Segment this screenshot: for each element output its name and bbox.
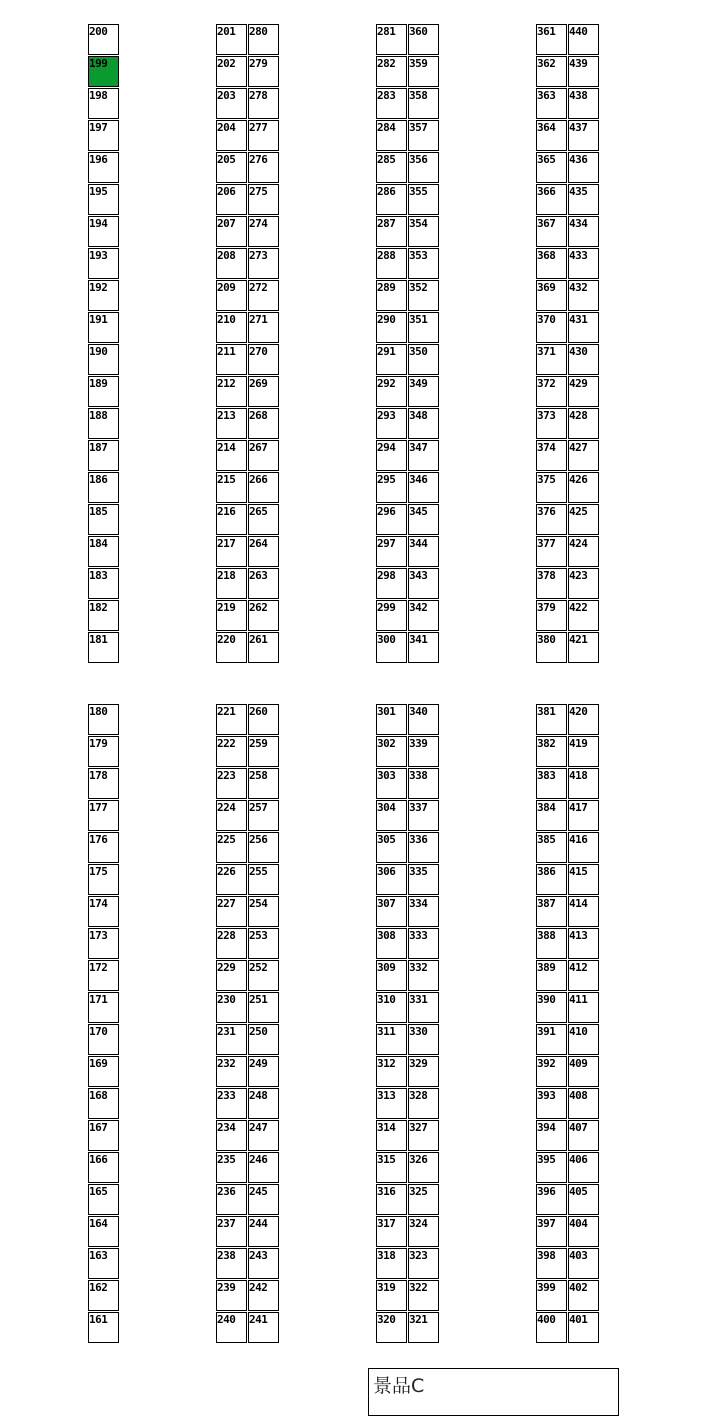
seat-236[interactable]: 236 bbox=[216, 1184, 247, 1215]
seat-274[interactable]: 274 bbox=[248, 216, 279, 247]
seat-231[interactable]: 231 bbox=[216, 1024, 247, 1055]
seat-413[interactable]: 413 bbox=[568, 928, 599, 959]
seat-434[interactable]: 434 bbox=[568, 216, 599, 247]
seat-292[interactable]: 292 bbox=[376, 376, 407, 407]
seat-399[interactable]: 399 bbox=[536, 1280, 567, 1311]
seat-226[interactable]: 226 bbox=[216, 864, 247, 895]
seat-438[interactable]: 438 bbox=[568, 88, 599, 119]
seat-253[interactable]: 253 bbox=[248, 928, 279, 959]
seat-338[interactable]: 338 bbox=[408, 768, 439, 799]
seat-224[interactable]: 224 bbox=[216, 800, 247, 831]
seat-397[interactable]: 397 bbox=[536, 1216, 567, 1247]
seat-209[interactable]: 209 bbox=[216, 280, 247, 311]
seat-230[interactable]: 230 bbox=[216, 992, 247, 1023]
seat-383[interactable]: 383 bbox=[536, 768, 567, 799]
seat-288[interactable]: 288 bbox=[376, 248, 407, 279]
seat-374[interactable]: 374 bbox=[536, 440, 567, 471]
seat-309[interactable]: 309 bbox=[376, 960, 407, 991]
seat-312[interactable]: 312 bbox=[376, 1056, 407, 1087]
seat-364[interactable]: 364 bbox=[536, 120, 567, 151]
seat-192[interactable]: 192 bbox=[88, 280, 119, 311]
seat-310[interactable]: 310 bbox=[376, 992, 407, 1023]
seat-352[interactable]: 352 bbox=[408, 280, 439, 311]
seat-299[interactable]: 299 bbox=[376, 600, 407, 631]
seat-277[interactable]: 277 bbox=[248, 120, 279, 151]
seat-282[interactable]: 282 bbox=[376, 56, 407, 87]
seat-293[interactable]: 293 bbox=[376, 408, 407, 439]
seat-207[interactable]: 207 bbox=[216, 216, 247, 247]
seat-221[interactable]: 221 bbox=[216, 704, 247, 735]
seat-321[interactable]: 321 bbox=[408, 1312, 439, 1343]
seat-272[interactable]: 272 bbox=[248, 280, 279, 311]
prize-box bbox=[368, 1368, 619, 1416]
seat-320[interactable]: 320 bbox=[376, 1312, 407, 1343]
seat-161[interactable]: 161 bbox=[88, 1312, 119, 1343]
seat-201[interactable]: 201 bbox=[216, 24, 247, 55]
seat-228[interactable]: 228 bbox=[216, 928, 247, 959]
seat-174[interactable]: 174 bbox=[88, 896, 119, 927]
seat-361[interactable]: 361 bbox=[536, 24, 567, 55]
seat-412[interactable]: 412 bbox=[568, 960, 599, 991]
seat-385[interactable]: 385 bbox=[536, 832, 567, 863]
seat-408[interactable]: 408 bbox=[568, 1088, 599, 1119]
seat-213[interactable]: 213 bbox=[216, 408, 247, 439]
seat-384[interactable]: 384 bbox=[536, 800, 567, 831]
seat-246[interactable]: 246 bbox=[248, 1152, 279, 1183]
seat-370[interactable]: 370 bbox=[536, 312, 567, 343]
seat-295[interactable]: 295 bbox=[376, 472, 407, 503]
seat-409[interactable]: 409 bbox=[568, 1056, 599, 1087]
seat-396[interactable]: 396 bbox=[536, 1184, 567, 1215]
seat-297[interactable]: 297 bbox=[376, 536, 407, 567]
seat-194[interactable]: 194 bbox=[88, 216, 119, 247]
seat-165[interactable]: 165 bbox=[88, 1184, 119, 1215]
seat-269[interactable]: 269 bbox=[248, 376, 279, 407]
seat-294[interactable]: 294 bbox=[376, 440, 407, 471]
seat-285[interactable]: 285 bbox=[376, 152, 407, 183]
seat-365[interactable]: 365 bbox=[536, 152, 567, 183]
seat-242[interactable]: 242 bbox=[248, 1280, 279, 1311]
seat-240[interactable]: 240 bbox=[216, 1312, 247, 1343]
seat-204[interactable]: 204 bbox=[216, 120, 247, 151]
seat-175[interactable]: 175 bbox=[88, 864, 119, 895]
seat-191[interactable]: 191 bbox=[88, 312, 119, 343]
seat-270[interactable]: 270 bbox=[248, 344, 279, 375]
seat-296[interactable]: 296 bbox=[376, 504, 407, 535]
seat-358[interactable]: 358 bbox=[408, 88, 439, 119]
seat-433[interactable]: 433 bbox=[568, 248, 599, 279]
seat-372[interactable]: 372 bbox=[536, 376, 567, 407]
seat-166[interactable]: 166 bbox=[88, 1152, 119, 1183]
seat-179[interactable]: 179 bbox=[88, 736, 119, 767]
seat-303[interactable]: 303 bbox=[376, 768, 407, 799]
seat-275[interactable]: 275 bbox=[248, 184, 279, 215]
seat-375[interactable]: 375 bbox=[536, 472, 567, 503]
seat-202[interactable]: 202 bbox=[216, 56, 247, 87]
seat-379[interactable]: 379 bbox=[536, 600, 567, 631]
seat-425[interactable]: 425 bbox=[568, 504, 599, 535]
seat-359[interactable]: 359 bbox=[408, 56, 439, 87]
seat-423[interactable]: 423 bbox=[568, 568, 599, 599]
seat-353[interactable]: 353 bbox=[408, 248, 439, 279]
seat-248[interactable]: 248 bbox=[248, 1088, 279, 1119]
seat-314[interactable]: 314 bbox=[376, 1120, 407, 1151]
seat-200[interactable]: 200 bbox=[88, 24, 119, 55]
seat-439[interactable]: 439 bbox=[568, 56, 599, 87]
seat-250[interactable]: 250 bbox=[248, 1024, 279, 1055]
seat-193[interactable]: 193 bbox=[88, 248, 119, 279]
seat-394[interactable]: 394 bbox=[536, 1120, 567, 1151]
seat-258[interactable]: 258 bbox=[248, 768, 279, 799]
seat-391[interactable]: 391 bbox=[536, 1024, 567, 1055]
seat-195[interactable]: 195 bbox=[88, 184, 119, 215]
seat-432[interactable]: 432 bbox=[568, 280, 599, 311]
seat-406[interactable]: 406 bbox=[568, 1152, 599, 1183]
seat-167[interactable]: 167 bbox=[88, 1120, 119, 1151]
seat-380[interactable]: 380 bbox=[536, 632, 567, 663]
seat-351[interactable]: 351 bbox=[408, 312, 439, 343]
seat-185[interactable]: 185 bbox=[88, 504, 119, 535]
seat-401[interactable]: 401 bbox=[568, 1312, 599, 1343]
seat-349[interactable]: 349 bbox=[408, 376, 439, 407]
seat-181[interactable]: 181 bbox=[88, 632, 119, 663]
seat-249[interactable]: 249 bbox=[248, 1056, 279, 1087]
seat-366[interactable]: 366 bbox=[536, 184, 567, 215]
seat-252[interactable]: 252 bbox=[248, 960, 279, 991]
seat-389[interactable]: 389 bbox=[536, 960, 567, 991]
seat-205[interactable]: 205 bbox=[216, 152, 247, 183]
seat-203[interactable]: 203 bbox=[216, 88, 247, 119]
seat-199[interactable]: 199 bbox=[88, 56, 119, 87]
seat-302[interactable]: 302 bbox=[376, 736, 407, 767]
seat-410[interactable]: 410 bbox=[568, 1024, 599, 1055]
seat-278[interactable]: 278 bbox=[248, 88, 279, 119]
seat-329[interactable]: 329 bbox=[408, 1056, 439, 1087]
seat-308[interactable]: 308 bbox=[376, 928, 407, 959]
seat-189[interactable]: 189 bbox=[88, 376, 119, 407]
seat-426[interactable]: 426 bbox=[568, 472, 599, 503]
seat-403[interactable]: 403 bbox=[568, 1248, 599, 1279]
seat-208[interactable]: 208 bbox=[216, 248, 247, 279]
seat-206[interactable]: 206 bbox=[216, 184, 247, 215]
seat-331[interactable]: 331 bbox=[408, 992, 439, 1023]
seat-422[interactable]: 422 bbox=[568, 600, 599, 631]
seat-186[interactable]: 186 bbox=[88, 472, 119, 503]
seat-176[interactable]: 176 bbox=[88, 832, 119, 863]
seat-377[interactable]: 377 bbox=[536, 536, 567, 567]
seat-177[interactable]: 177 bbox=[88, 800, 119, 831]
seat-211[interactable]: 211 bbox=[216, 344, 247, 375]
seat-225[interactable]: 225 bbox=[216, 832, 247, 863]
seat-368[interactable]: 368 bbox=[536, 248, 567, 279]
seat-301[interactable]: 301 bbox=[376, 704, 407, 735]
seat-304[interactable]: 304 bbox=[376, 800, 407, 831]
seat-357[interactable]: 357 bbox=[408, 120, 439, 151]
seat-298[interactable]: 298 bbox=[376, 568, 407, 599]
seat-340[interactable]: 340 bbox=[408, 704, 439, 735]
seat-173[interactable]: 173 bbox=[88, 928, 119, 959]
seat-217[interactable]: 217 bbox=[216, 536, 247, 567]
seat-404[interactable]: 404 bbox=[568, 1216, 599, 1247]
seat-440[interactable]: 440 bbox=[568, 24, 599, 55]
seat-407[interactable]: 407 bbox=[568, 1120, 599, 1151]
prize-label: 景品C bbox=[373, 1375, 425, 1397]
seat-289[interactable]: 289 bbox=[376, 280, 407, 311]
seat-180[interactable]: 180 bbox=[88, 704, 119, 735]
seat-254[interactable]: 254 bbox=[248, 896, 279, 927]
seat-233[interactable]: 233 bbox=[216, 1088, 247, 1119]
seat-262[interactable]: 262 bbox=[248, 600, 279, 631]
seat-313[interactable]: 313 bbox=[376, 1088, 407, 1119]
seat-227[interactable]: 227 bbox=[216, 896, 247, 927]
seat-265[interactable]: 265 bbox=[248, 504, 279, 535]
seat-398[interactable]: 398 bbox=[536, 1248, 567, 1279]
seat-311[interactable]: 311 bbox=[376, 1024, 407, 1055]
seat-218[interactable]: 218 bbox=[216, 568, 247, 599]
seat-382[interactable]: 382 bbox=[536, 736, 567, 767]
seat-291[interactable]: 291 bbox=[376, 344, 407, 375]
seat-281[interactable]: 281 bbox=[376, 24, 407, 55]
seat-395[interactable]: 395 bbox=[536, 1152, 567, 1183]
seat-316[interactable]: 316 bbox=[376, 1184, 407, 1215]
seat-170[interactable]: 170 bbox=[88, 1024, 119, 1055]
seat-223[interactable]: 223 bbox=[216, 768, 247, 799]
seat-257[interactable]: 257 bbox=[248, 800, 279, 831]
seat-427[interactable]: 427 bbox=[568, 440, 599, 471]
seat-354[interactable]: 354 bbox=[408, 216, 439, 247]
seat-388[interactable]: 388 bbox=[536, 928, 567, 959]
seat-234[interactable]: 234 bbox=[216, 1120, 247, 1151]
seat-214[interactable]: 214 bbox=[216, 440, 247, 471]
seat-381[interactable]: 381 bbox=[536, 704, 567, 735]
seat-215[interactable]: 215 bbox=[216, 472, 247, 503]
seat-164[interactable]: 164 bbox=[88, 1216, 119, 1247]
seat-256[interactable]: 256 bbox=[248, 832, 279, 863]
seat-405[interactable]: 405 bbox=[568, 1184, 599, 1215]
seat-387[interactable]: 387 bbox=[536, 896, 567, 927]
seat-187[interactable]: 187 bbox=[88, 440, 119, 471]
seat-317[interactable]: 317 bbox=[376, 1216, 407, 1247]
seat-219[interactable]: 219 bbox=[216, 600, 247, 631]
seat-279[interactable]: 279 bbox=[248, 56, 279, 87]
seat-305[interactable]: 305 bbox=[376, 832, 407, 863]
seat-239[interactable]: 239 bbox=[216, 1280, 247, 1311]
seat-325[interactable]: 325 bbox=[408, 1184, 439, 1215]
seat-178[interactable]: 178 bbox=[88, 768, 119, 799]
seat-237[interactable]: 237 bbox=[216, 1216, 247, 1247]
seat-393[interactable]: 393 bbox=[536, 1088, 567, 1119]
seat-260[interactable]: 260 bbox=[248, 704, 279, 735]
seat-229[interactable]: 229 bbox=[216, 960, 247, 991]
seat-327[interactable]: 327 bbox=[408, 1120, 439, 1151]
seat-306[interactable]: 306 bbox=[376, 864, 407, 895]
seat-243[interactable]: 243 bbox=[248, 1248, 279, 1279]
seat-437[interactable]: 437 bbox=[568, 120, 599, 151]
seat-271[interactable]: 271 bbox=[248, 312, 279, 343]
seat-419[interactable]: 419 bbox=[568, 736, 599, 767]
seat-196[interactable]: 196 bbox=[88, 152, 119, 183]
seat-344[interactable]: 344 bbox=[408, 536, 439, 567]
seat-183[interactable]: 183 bbox=[88, 568, 119, 599]
seat-300[interactable]: 300 bbox=[376, 632, 407, 663]
seat-333[interactable]: 333 bbox=[408, 928, 439, 959]
seat-431[interactable]: 431 bbox=[568, 312, 599, 343]
seat-348[interactable]: 348 bbox=[408, 408, 439, 439]
seat-420[interactable]: 420 bbox=[568, 704, 599, 735]
seat-283[interactable]: 283 bbox=[376, 88, 407, 119]
seat-319[interactable]: 319 bbox=[376, 1280, 407, 1311]
seat-414[interactable]: 414 bbox=[568, 896, 599, 927]
seat-198[interactable]: 198 bbox=[88, 88, 119, 119]
seat-286[interactable]: 286 bbox=[376, 184, 407, 215]
seat-172[interactable]: 172 bbox=[88, 960, 119, 991]
seat-263[interactable]: 263 bbox=[248, 568, 279, 599]
seat-418[interactable]: 418 bbox=[568, 768, 599, 799]
seat-336[interactable]: 336 bbox=[408, 832, 439, 863]
seat-402[interactable]: 402 bbox=[568, 1280, 599, 1311]
seat-315[interactable]: 315 bbox=[376, 1152, 407, 1183]
seat-392[interactable]: 392 bbox=[536, 1056, 567, 1087]
seat-373[interactable]: 373 bbox=[536, 408, 567, 439]
seat-163[interactable]: 163 bbox=[88, 1248, 119, 1279]
seat-429[interactable]: 429 bbox=[568, 376, 599, 407]
seat-212[interactable]: 212 bbox=[216, 376, 247, 407]
seat-326[interactable]: 326 bbox=[408, 1152, 439, 1183]
seat-430[interactable]: 430 bbox=[568, 344, 599, 375]
seat-169[interactable]: 169 bbox=[88, 1056, 119, 1087]
seat-171[interactable]: 171 bbox=[88, 992, 119, 1023]
seat-182[interactable]: 182 bbox=[88, 600, 119, 631]
seat-197[interactable]: 197 bbox=[88, 120, 119, 151]
seat-168[interactable]: 168 bbox=[88, 1088, 119, 1119]
seat-261[interactable]: 261 bbox=[248, 632, 279, 663]
seat-346[interactable]: 346 bbox=[408, 472, 439, 503]
seat-255[interactable]: 255 bbox=[248, 864, 279, 895]
seat-376[interactable]: 376 bbox=[536, 504, 567, 535]
seat-330[interactable]: 330 bbox=[408, 1024, 439, 1055]
seat-188[interactable]: 188 bbox=[88, 408, 119, 439]
seat-324[interactable]: 324 bbox=[408, 1216, 439, 1247]
seat-367[interactable]: 367 bbox=[536, 216, 567, 247]
seat-356[interactable]: 356 bbox=[408, 152, 439, 183]
seat-318[interactable]: 318 bbox=[376, 1248, 407, 1279]
seat-251[interactable]: 251 bbox=[248, 992, 279, 1023]
seat-244[interactable]: 244 bbox=[248, 1216, 279, 1247]
seat-369[interactable]: 369 bbox=[536, 280, 567, 311]
seat-273[interactable]: 273 bbox=[248, 248, 279, 279]
seat-371[interactable]: 371 bbox=[536, 344, 567, 375]
seat-339[interactable]: 339 bbox=[408, 736, 439, 767]
seat-378[interactable]: 378 bbox=[536, 568, 567, 599]
seat-216[interactable]: 216 bbox=[216, 504, 247, 535]
seat-238[interactable]: 238 bbox=[216, 1248, 247, 1279]
seat-222[interactable]: 222 bbox=[216, 736, 247, 767]
seat-247[interactable]: 247 bbox=[248, 1120, 279, 1151]
seat-259[interactable]: 259 bbox=[248, 736, 279, 767]
seat-355[interactable]: 355 bbox=[408, 184, 439, 215]
seat-411[interactable]: 411 bbox=[568, 992, 599, 1023]
seat-341[interactable]: 341 bbox=[408, 632, 439, 663]
seat-343[interactable]: 343 bbox=[408, 568, 439, 599]
seat-245[interactable]: 245 bbox=[248, 1184, 279, 1215]
seat-342[interactable]: 342 bbox=[408, 600, 439, 631]
seat-332[interactable]: 332 bbox=[408, 960, 439, 991]
seat-184[interactable]: 184 bbox=[88, 536, 119, 567]
seat-232[interactable]: 232 bbox=[216, 1056, 247, 1087]
seat-266[interactable]: 266 bbox=[248, 472, 279, 503]
seat-347[interactable]: 347 bbox=[408, 440, 439, 471]
seat-400[interactable]: 400 bbox=[536, 1312, 567, 1343]
seat-287[interactable]: 287 bbox=[376, 216, 407, 247]
seat-390[interactable]: 390 bbox=[536, 992, 567, 1023]
seat-436[interactable]: 436 bbox=[568, 152, 599, 183]
seat-307[interactable]: 307 bbox=[376, 896, 407, 927]
seat-284[interactable]: 284 bbox=[376, 120, 407, 151]
seat-210[interactable]: 210 bbox=[216, 312, 247, 343]
seat-417[interactable]: 417 bbox=[568, 800, 599, 831]
seat-323[interactable]: 323 bbox=[408, 1248, 439, 1279]
seat-424[interactable]: 424 bbox=[568, 536, 599, 567]
seat-322[interactable]: 322 bbox=[408, 1280, 439, 1311]
seat-428[interactable]: 428 bbox=[568, 408, 599, 439]
seat-190[interactable]: 190 bbox=[88, 344, 119, 375]
seat-386[interactable]: 386 bbox=[536, 864, 567, 895]
seat-362[interactable]: 362 bbox=[536, 56, 567, 87]
seat-276[interactable]: 276 bbox=[248, 152, 279, 183]
seat-335[interactable]: 335 bbox=[408, 864, 439, 895]
seat-268[interactable]: 268 bbox=[248, 408, 279, 439]
seat-415[interactable]: 415 bbox=[568, 864, 599, 895]
seat-363[interactable]: 363 bbox=[536, 88, 567, 119]
seat-280[interactable]: 280 bbox=[248, 24, 279, 55]
seat-350[interactable]: 350 bbox=[408, 344, 439, 375]
seat-162[interactable]: 162 bbox=[88, 1280, 119, 1311]
seat-334[interactable]: 334 bbox=[408, 896, 439, 927]
seat-241[interactable]: 241 bbox=[248, 1312, 279, 1343]
seat-220[interactable]: 220 bbox=[216, 632, 247, 663]
seat-416[interactable]: 416 bbox=[568, 832, 599, 863]
seat-328[interactable]: 328 bbox=[408, 1088, 439, 1119]
seat-360[interactable]: 360 bbox=[408, 24, 439, 55]
seat-421[interactable]: 421 bbox=[568, 632, 599, 663]
seat-345[interactable]: 345 bbox=[408, 504, 439, 535]
seat-290[interactable]: 290 bbox=[376, 312, 407, 343]
seat-235[interactable]: 235 bbox=[216, 1152, 247, 1183]
seat-435[interactable]: 435 bbox=[568, 184, 599, 215]
seat-337[interactable]: 337 bbox=[408, 800, 439, 831]
seat-267[interactable]: 267 bbox=[248, 440, 279, 471]
seat-264[interactable]: 264 bbox=[248, 536, 279, 567]
